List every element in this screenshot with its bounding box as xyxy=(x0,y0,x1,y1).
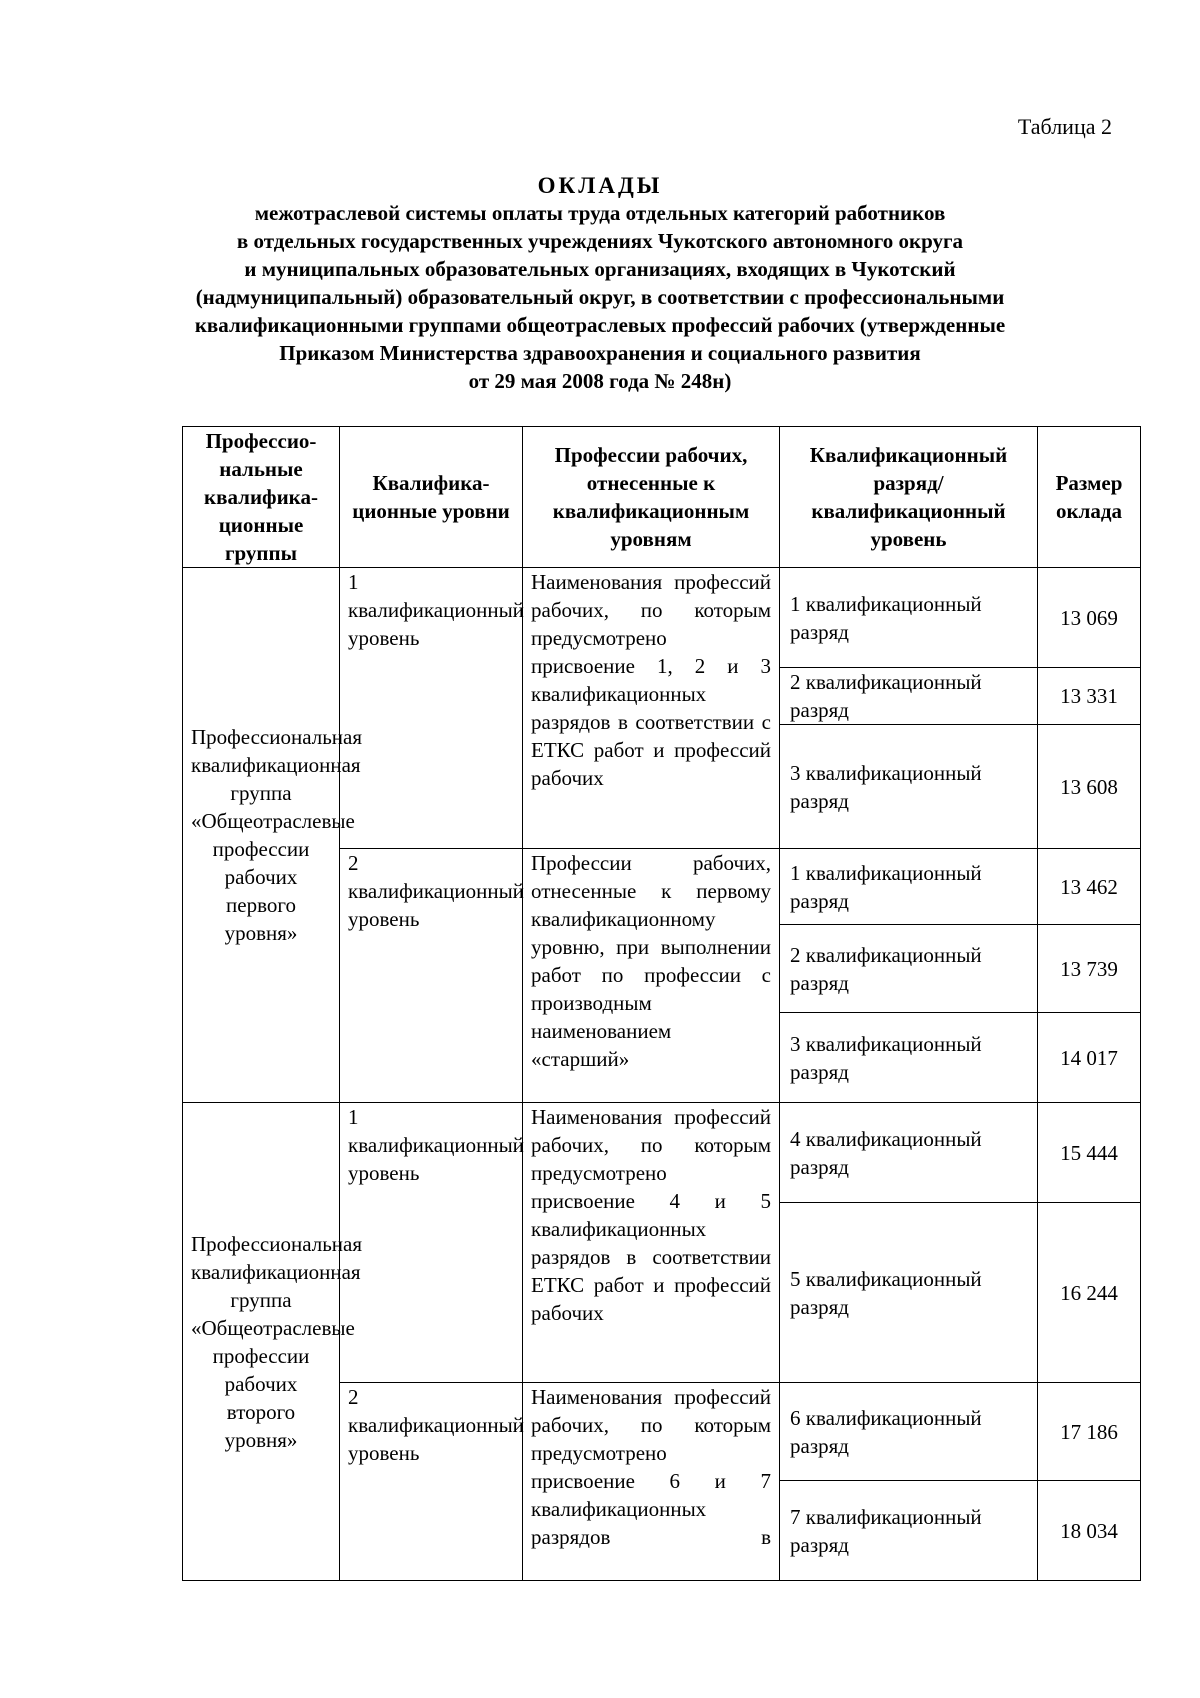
salary-table xyxy=(182,426,1141,1581)
salary-cell: 15 444 xyxy=(1038,1103,1141,1203)
level-cell: 1 квалификационный уровень xyxy=(340,568,523,849)
grade-cell: 3 квалификационный разряд xyxy=(780,1013,1038,1103)
grade-cell: 4 квалификационный разряд xyxy=(780,1103,1038,1203)
subtitle-line: в отдельных государственных учреждениях Чукотского автономного округа xyxy=(236,229,964,253)
grade-cell: 2 квалификационный разряд xyxy=(780,925,1038,1013)
salary-cell: 13 739 xyxy=(1038,925,1141,1013)
header-qualification-groups: Профессио-нальные квалифика-ционные группы xyxy=(183,427,340,568)
salary-cell: 13 462 xyxy=(1038,849,1141,925)
salary-cell: 13 608 xyxy=(1038,725,1141,849)
salary-cell: 14 017 xyxy=(1038,1013,1141,1103)
subtitle-line: (надмуниципальный) образовательный округ, в соответствии с профессиональными xyxy=(195,285,1005,309)
description-cell: Профессии рабочих, отнесенные к первому квалификационному уровню, при выполнении работ по профессии с производным наименованием «старший» xyxy=(523,849,780,1103)
subtitle-line: от 29 мая 2008 года № 248н) xyxy=(468,369,732,393)
salary-cell: 16 244 xyxy=(1038,1203,1141,1383)
salary-cell: 18 034 xyxy=(1038,1481,1141,1581)
document-title: ОКЛАДЫ xyxy=(537,173,663,198)
header-salary: Размер оклада xyxy=(1038,427,1141,568)
grade-cell: 5 квалификационный разряд xyxy=(780,1203,1038,1383)
level-cell: 2 квалификационный уровень xyxy=(340,849,523,1103)
subtitle-line: квалификационными группами общеотраслевых профессий рабочих (утвержденные xyxy=(194,313,1006,337)
subtitle-line: межотраслевой системы оплаты труда отдельных категорий работников xyxy=(254,201,946,225)
description-cell: Наименования профессий рабочих, по которым предусмотрено присвоение 1, 2 и 3 квалификационных разрядов в соответствии с ЕТКС работ и профессий рабочих xyxy=(523,568,780,849)
grade-cell: 2 квалификационный разряд xyxy=(780,668,1038,725)
table-row xyxy=(183,568,1141,668)
document-subtitle xyxy=(150,199,1050,395)
grade-cell: 1 квалификационный разряд xyxy=(780,568,1038,668)
group-name-cell: Профессиональная квалификационная группа «Общеотраслевые профессии рабочих второго уровня» xyxy=(183,1103,340,1581)
header-grade: Квалификационный разряд/квалификационный уровень xyxy=(780,427,1038,568)
table-label: Таблица 2 xyxy=(1017,114,1112,139)
grade-cell: 1 квалификационный разряд xyxy=(780,849,1038,925)
subtitle-line: Приказом Министерства здравоохранения и социального развития xyxy=(279,341,921,365)
header-qualification-levels: Квалифика-ционные уровни xyxy=(340,427,523,568)
grade-cell: 7 квалификационный разряд xyxy=(780,1481,1038,1581)
salary-cell: 17 186 xyxy=(1038,1383,1141,1481)
grade-cell: 6 квалификационный разряд xyxy=(780,1383,1038,1481)
header-professions: Профессии рабочих, отнесенные к квалификационным уровням xyxy=(523,427,780,568)
level-cell: 2 квалификационный уровень xyxy=(340,1383,523,1581)
table-header-row xyxy=(183,427,1141,568)
subtitle-line: и муниципальных образовательных организациях, входящих в Чукотский xyxy=(244,257,956,281)
group-name-cell: Профессиональная квалификационная группа «Общеотраслевые профессии рабочих первого уровня» xyxy=(183,568,340,1103)
salary-cell: 13 331 xyxy=(1038,668,1141,725)
description-cell: Наименования профессий рабочих, по которым предусмотрено присвоение 4 и 5 квалификационных разрядов в соответствии ЕТКС работ и профессий рабочих xyxy=(523,1103,780,1383)
salary-cell: 13 069 xyxy=(1038,568,1141,668)
description-cell: Наименования профессий рабочих, по которым предусмотрено присвоение 6 и 7 квалификационных разрядов в xyxy=(523,1383,780,1581)
document-title-block xyxy=(150,172,1050,395)
grade-cell: 3 квалификационный разряд xyxy=(780,725,1038,849)
table-row xyxy=(183,1103,1141,1203)
level-cell: 1 квалификационный уровень xyxy=(340,1103,523,1383)
